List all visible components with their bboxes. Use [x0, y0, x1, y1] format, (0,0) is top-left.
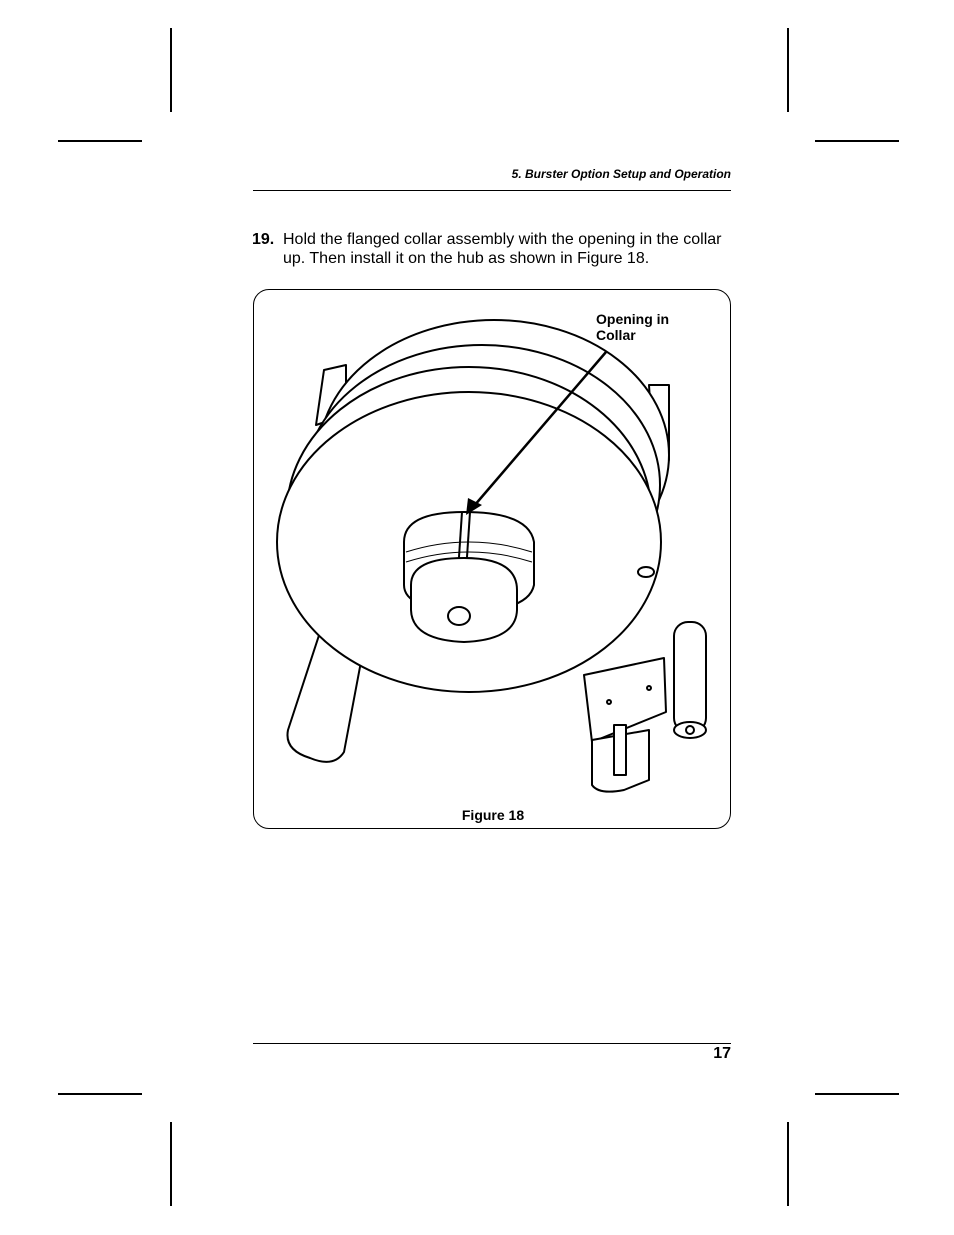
crop-mark-top-right-horizontal [815, 140, 899, 142]
callout-opening-in-collar: Opening in Collar [596, 311, 670, 343]
header-rule [253, 190, 731, 191]
collar-hub-illustration [254, 290, 731, 829]
figure-frame [253, 289, 731, 829]
roller-hub [686, 726, 694, 734]
step-number: 19. [252, 231, 275, 248]
crop-mark-bottom-left-vertical [170, 1122, 172, 1206]
hub [411, 558, 517, 642]
figure-caption: Figure 18 [461, 807, 525, 823]
crop-mark-top-right-vertical [787, 28, 789, 112]
roller [674, 622, 706, 732]
running-header: 5. Burster Option Setup and Operation [511, 167, 731, 181]
plate-bolt [647, 686, 651, 690]
crop-mark-bottom-right-vertical [787, 1122, 789, 1206]
crop-mark-bottom-right-horizontal [815, 1093, 899, 1095]
hub-bore [448, 607, 470, 625]
step-instruction: Hold the flanged collar assembly with the opening in the collar up. Then install it on the hub as shown in Figure 18. [283, 231, 722, 267]
crop-mark-top-left-horizontal [58, 140, 142, 142]
shaft [614, 725, 626, 775]
page-number: 17 [713, 1045, 731, 1062]
crop-mark-top-left-vertical [170, 28, 172, 112]
footer-rule [253, 1043, 731, 1044]
crop-mark-bottom-left-horizontal [58, 1093, 142, 1095]
disc-knob [638, 567, 654, 577]
plate-bolt [607, 700, 611, 704]
